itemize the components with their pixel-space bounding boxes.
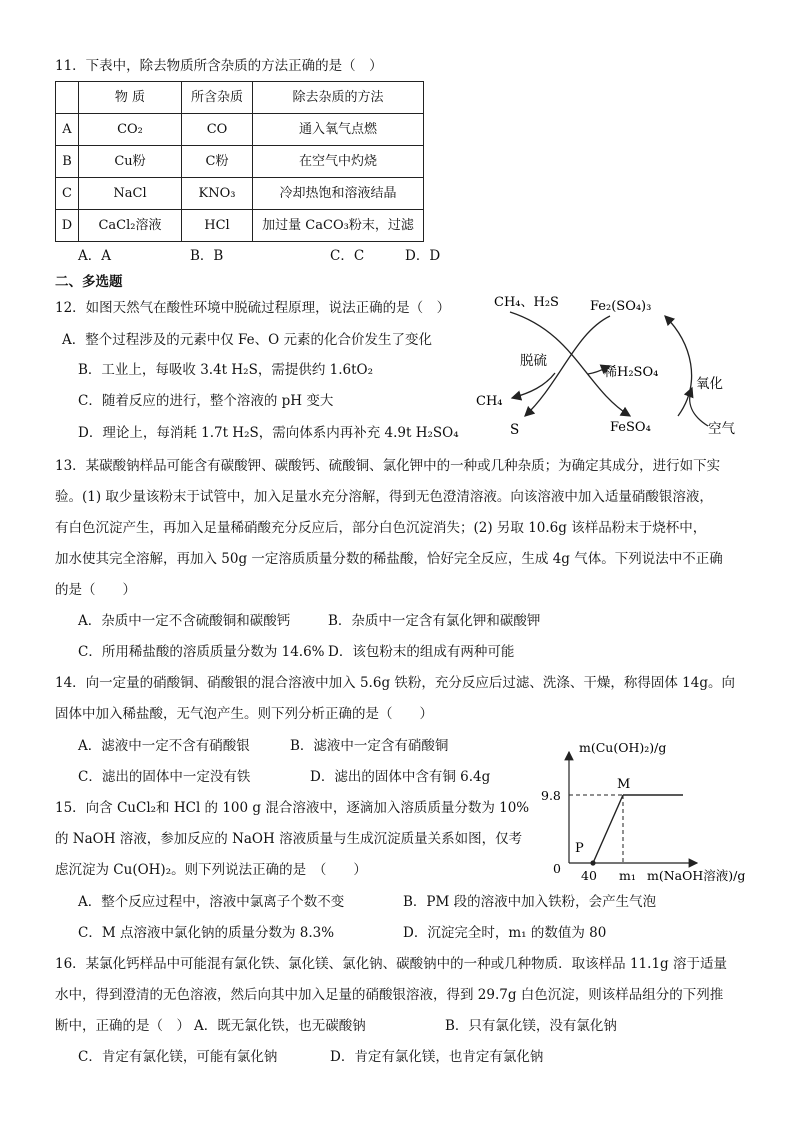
q11-table: [55, 81, 424, 242]
impurity-cell: CO: [182, 114, 253, 146]
impurity-cell: KNO₃: [182, 178, 253, 210]
q14-option-b: B．滤液中一定含有硝酸铜: [290, 738, 449, 754]
q12-stem: 12．如图天然气在酸性环境中脱硫过程原理，说法正确的是（ ）: [55, 300, 451, 316]
point-p: [590, 860, 595, 865]
row-label: A: [56, 114, 79, 146]
q16-option-a: A．既无氯化铁，也无碳酸钠: [194, 1018, 366, 1034]
impurity-cell: C粉: [182, 146, 253, 178]
q12-option-d: D．理论上，每消耗 1.7t H₂S，需向体系内再补充 4.9t H₂SO₄: [78, 425, 459, 441]
substance-cell: CaCl₂溶液: [79, 210, 182, 242]
q13-line-5: 的是（ ）: [55, 582, 136, 598]
row-label: D: [56, 210, 79, 242]
q16-option-d: D．肯定有氯化镁，也肯定有氯化钠: [330, 1049, 544, 1065]
q13-line-1: 13．某碳酸钠样品可能含有碳酸钾、碳酸钙、硫酸铜、氯化钾中的一种或几种杂质；为确定其成分，进行如下实: [55, 458, 721, 474]
q11-option-d: D．D: [405, 248, 441, 264]
input-label: CH₄、H₂S: [494, 295, 559, 310]
point-p-label: P: [575, 841, 584, 856]
q12-option-b: B．工业上，每吸收 3.4t H₂S，需提供约 1.6tO₂: [78, 362, 373, 378]
ch4-out-label: CH₄: [476, 394, 503, 409]
q11-option-b: B．B: [190, 248, 224, 264]
x-axis-label: m(NaOH溶液)/g: [647, 868, 746, 883]
table-row: [56, 178, 424, 210]
q15-option-d: D．沉淀完全时，m₁ 的数值为 80: [403, 925, 607, 941]
q16-option-c: C．肯定有氯化镁，可能有氯化钠: [78, 1049, 278, 1065]
method-cell: 在空气中灼烧: [253, 146, 424, 178]
q14-option-c: C．滤出的固体中一定没有铁: [78, 769, 251, 785]
header-cell: 物 质: [79, 82, 182, 114]
oxidation-arrow: [665, 316, 692, 416]
oxidation-label: 氧化: [696, 376, 723, 392]
q16-option-b: B．只有氯化镁，没有氯化钠: [445, 1018, 617, 1034]
method-cell: 冷却热饱和溶液结晶: [253, 178, 424, 210]
s-out-label: S: [510, 422, 520, 438]
header-cell: [56, 82, 79, 114]
method-cell: 通入氧气点燃: [253, 114, 424, 146]
q11-stem: 11．下表中，除去物质所含杂质的方法正确的是（ ）: [55, 58, 383, 74]
q11-option-c: C．C: [330, 248, 365, 264]
dilute-h2so4-label: 稀H₂SO₄: [604, 365, 659, 380]
table-row: [56, 146, 424, 178]
q13-option-b: B．杂质中一定含有氯化钾和碳酸钾: [328, 613, 541, 629]
q16-line-1: 16．某氯化钙样品中可能混有氯化铁、氯化镁、氯化钠、碳酸钠中的一种或几种物质．取该样品 11.1g 溶于适量: [55, 956, 727, 972]
q13-option-c: C．所用稀盐酸的溶质质量分数为 14.6%: [78, 644, 325, 660]
q13-option-d: D．该包粉末的组成有两种可能: [328, 644, 515, 660]
q14-option-a: A．滤液中一定不含有硝酸银: [78, 738, 250, 754]
air-arrow: [690, 388, 708, 426]
substance-cell: NaCl: [79, 178, 182, 210]
q11-option-a: A．A: [78, 248, 111, 264]
method-cell: 加过量 CaCO₃粉末，过滤: [253, 210, 424, 242]
header-cell: 所含杂质: [182, 82, 253, 114]
q13-option-a: A．杂质中一定不含硫酸铜和碳酸钙: [78, 613, 291, 629]
feso4-label: FeSO₄: [610, 420, 651, 435]
q15-option-a: A．整个反应过程中，溶液中氯离子个数不变: [78, 894, 345, 910]
to-ch4-arrow: [512, 373, 555, 398]
table-header-row: [56, 82, 424, 114]
impurity-cell: HCl: [182, 210, 253, 242]
q15-option-b: B．PM 段的溶液中加入铁粉，会产生气泡: [403, 894, 657, 910]
q12-option-c: C．随着反应的进行，整个溶液的 pH 变大: [78, 393, 334, 409]
y-tick-label: 9.8: [541, 788, 561, 803]
origin-label: 0: [553, 861, 561, 876]
q16-line-2: 水中，得到澄清的无色溶液，然后向其中加入足量的硝酸银溶液，得到 29.7g 白色沉淀，则该样品组分的下列推: [55, 987, 724, 1003]
air-label: 空气: [708, 421, 735, 437]
q15-line-3: 虑沉淀为 Cu(OH)₂。则下列说法正确的是 （ ）: [55, 862, 367, 878]
q15-line-1: 15．向含 CuCl₂和 HCl 的 100 g 混合溶液中，逐滴加入溶质质量分数为 10%: [55, 800, 530, 816]
x-tick-label-m1: m₁: [619, 868, 636, 883]
substance-cell: CO₂: [79, 114, 182, 146]
q12-option-a: A．整个过程涉及的元素中仅 Fe、O 元素的化合价发生了变化: [62, 332, 433, 348]
fe2so43-label: Fe₂(SO₄)₃: [590, 299, 652, 314]
x-tick-label-40: 40: [581, 868, 597, 883]
q13-line-3: 有白色沉淀产生，再加入足量稀硝酸充分反应后，部分白色沉淀消失；(2) 另取 10.6g 该样品粉末于烧杯中，: [55, 520, 707, 536]
header-cell: 除去杂质的方法: [253, 82, 424, 114]
precipitate-chart: [535, 730, 755, 885]
q14-option-d: D．滤出的固体中含有铜 6.4g: [310, 769, 491, 785]
q13-line-4: 加水使其完全溶解，再加入 50g 一定溶质质量分数的稀盐酸，恰好完全反应，生成 4g 气体。下列说法中不正确: [55, 551, 723, 567]
q15-line-2: 的 NaOH 溶液，参加反应的 NaOH 溶液质量与生成沉淀质量关系如图，仅考: [55, 831, 523, 847]
desulfurization-diagram: [470, 288, 760, 443]
substance-cell: Cu粉: [79, 146, 182, 178]
point-m-label: M: [617, 777, 631, 792]
row-label: C: [56, 178, 79, 210]
q14-line-2: 固体中加入稀盐酸，无气泡产生。则下列分析正确的是（ ）: [55, 706, 433, 722]
q13-line-2: 验。(1) 取少量该粉末于试管中，加入足量水充分溶解，得到无色澄清溶液。向该溶液中加入适量硝酸银溶液，: [55, 489, 713, 505]
y-axis-label: m(Cu(OH)₂)/g: [579, 740, 667, 755]
table-row: [56, 210, 424, 242]
table-row: [56, 114, 424, 146]
q16-line-3-prefix: 断中，正确的是（ ）: [55, 1018, 190, 1034]
desulfur-label: 脱硫: [520, 353, 547, 369]
q14-line-1: 14．向一定量的硝酸铜、硝酸银的混合溶液中加入 5.6g 铁粉，充分反应后过滤、洗涤、干燥，称得固体 14g。向: [55, 675, 735, 691]
section-heading: 二、多选题: [55, 274, 123, 290]
q15-option-c: C．M 点溶液中氯化钠的质量分数为 8.3%: [78, 925, 335, 941]
pm-segment: [593, 795, 623, 863]
row-label: B: [56, 146, 79, 178]
